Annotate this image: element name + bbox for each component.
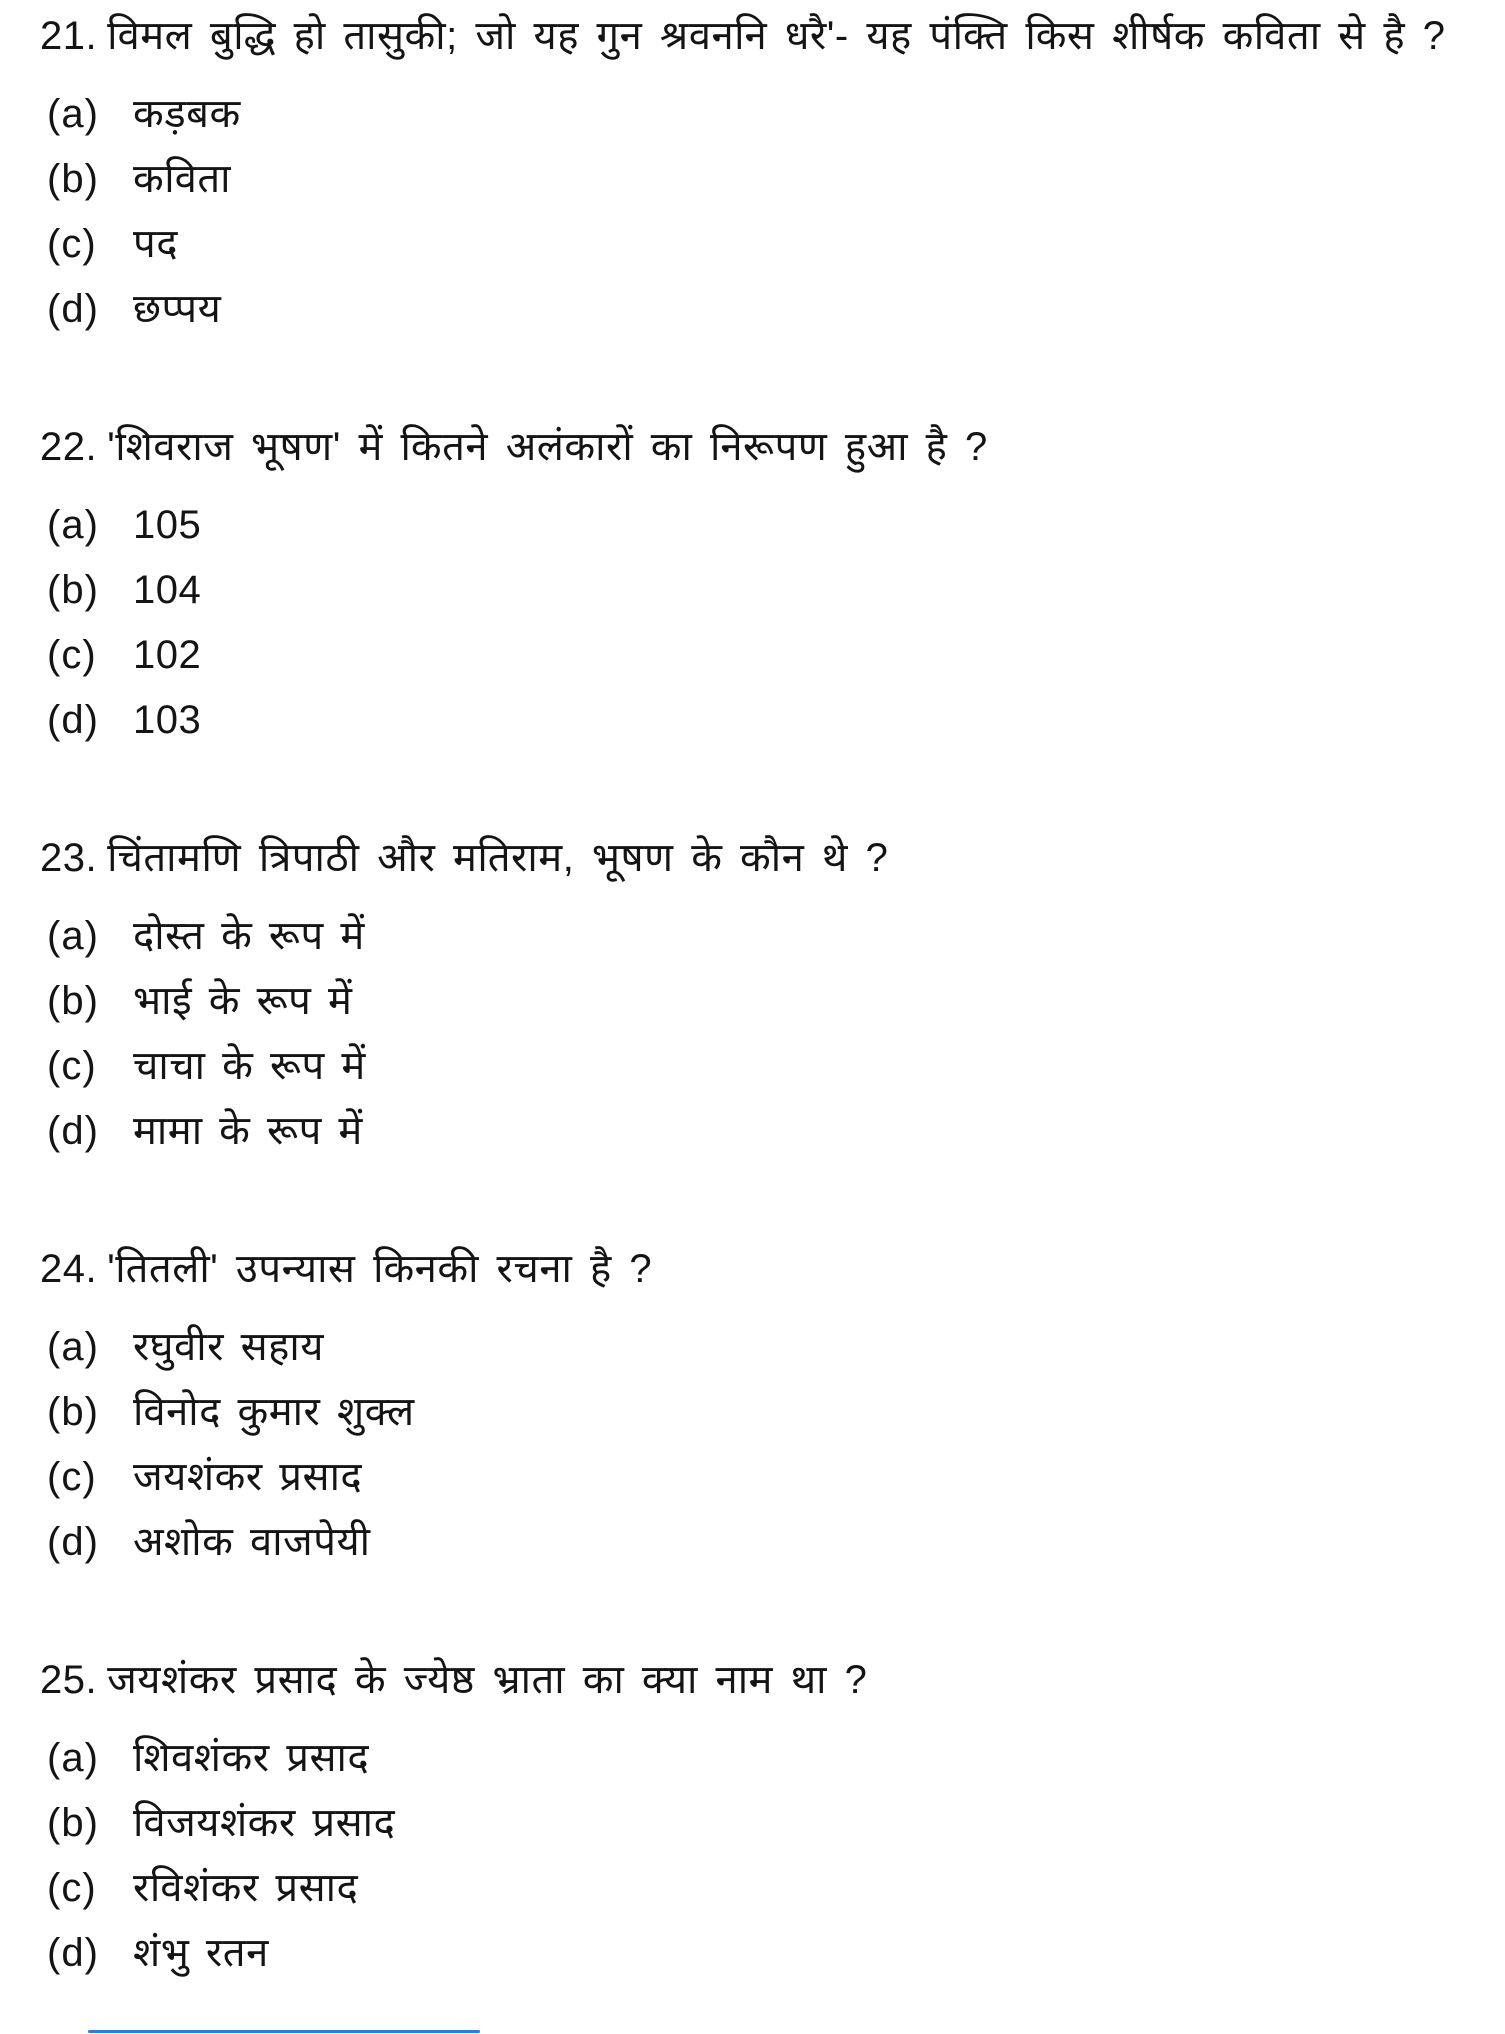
option-text: भाई के रूप में (133, 979, 353, 1023)
option-row (47, 979, 1465, 1023)
option-row (47, 1801, 1465, 1845)
question-number: 21. (40, 14, 98, 58)
question-text: चिंतामणि त्रिपाठी और मतिराम, भूषण के कौन थे ? (107, 836, 889, 880)
options-list (40, 914, 1465, 1153)
question-block (40, 6, 1465, 331)
question-number: 25. (40, 1658, 98, 1702)
option-text: 103 (133, 698, 202, 742)
option-text: कविता (133, 157, 231, 201)
option-row (47, 1044, 1465, 1088)
option-label: (c) (47, 1866, 97, 1910)
option-text: छप्पय (133, 287, 222, 331)
option-row (47, 1520, 1465, 1564)
option-text: शिवशंकर प्रसाद (133, 1736, 370, 1780)
option-text: पद (133, 222, 178, 266)
option-text: शंभु रतन (133, 1931, 269, 1975)
option-label: (d) (47, 287, 99, 331)
option-label: (a) (47, 92, 99, 136)
option-text: चाचा के रूप में (133, 1044, 366, 1088)
option-row (47, 1109, 1465, 1153)
option-row (47, 92, 1465, 136)
option-text: जयशंकर प्रसाद (133, 1455, 363, 1499)
option-text: विजयशंकर प्रसाद (133, 1801, 396, 1845)
option-label: (c) (47, 633, 97, 677)
question-number: 22. (40, 425, 98, 469)
option-row (47, 1736, 1465, 1780)
option-row (47, 157, 1465, 201)
option-label: (d) (47, 1109, 99, 1153)
option-row (47, 1390, 1465, 1434)
option-row (47, 568, 1465, 612)
question-text: 'शिवराज भूषण' में कितने अलंकारों का निरूपण हुआ है ? (107, 425, 988, 469)
option-row (47, 1866, 1465, 1910)
option-text: 105 (133, 503, 202, 547)
question-block (40, 1239, 1465, 1564)
question-block (40, 828, 1465, 1153)
option-label: (a) (47, 914, 99, 958)
question-text: विमल बुद्धि हो तासुकी; जो यह गुन श्रवननि धरै'- यह पंक्ति किस शीर्षक कविता से है ? (107, 14, 1446, 58)
option-text: रघुवीर सहाय (133, 1325, 324, 1369)
option-label: (d) (47, 1931, 99, 1975)
options-list (40, 92, 1465, 331)
option-text: दोस्त के रूप में (133, 914, 365, 958)
question-text: 'तितली' उपन्यास किनकी रचना है ? (107, 1247, 653, 1291)
question-text-line (40, 6, 1465, 66)
option-row (47, 698, 1465, 742)
option-text: मामा के रूप में (133, 1109, 363, 1153)
options-list (40, 1325, 1465, 1564)
questions-list (40, 6, 1465, 1975)
question-text-line (40, 1650, 1465, 1710)
question-text-line (40, 828, 1465, 888)
option-label: (c) (47, 1044, 97, 1088)
option-row (47, 633, 1465, 677)
option-label: (d) (47, 698, 99, 742)
question-block (40, 417, 1465, 742)
option-label: (b) (47, 1390, 99, 1434)
question-text-line (40, 1239, 1465, 1299)
option-label: (c) (47, 1455, 97, 1499)
option-text: रविशंकर प्रसाद (133, 1866, 359, 1910)
question-number: 24. (40, 1247, 98, 1291)
option-label: (c) (47, 222, 97, 266)
option-text: 102 (133, 633, 202, 677)
option-text: 104 (133, 568, 202, 612)
option-row (47, 287, 1465, 331)
option-label: (b) (47, 568, 99, 612)
option-text: अशोक वाजपेयी (133, 1520, 371, 1564)
option-label: (a) (47, 1736, 99, 1780)
option-text: कड़बक (133, 92, 241, 136)
option-text: विनोद कुमार शुक्ल (133, 1390, 415, 1434)
option-row (47, 503, 1465, 547)
option-label: (d) (47, 1520, 99, 1564)
question-text-line (40, 417, 1465, 477)
options-list (40, 1736, 1465, 1975)
option-label: (b) (47, 157, 99, 201)
question-text: जयशंकर प्रसाद के ज्येष्ठ भ्राता का क्या नाम था ? (107, 1658, 868, 1702)
question-number: 23. (40, 836, 98, 880)
option-label: (a) (47, 503, 99, 547)
option-row (47, 1931, 1465, 1975)
option-label: (a) (47, 1325, 99, 1369)
options-list (40, 503, 1465, 742)
option-row (47, 222, 1465, 266)
option-label: (b) (47, 1801, 99, 1845)
option-row (47, 914, 1465, 958)
bottom-blue-line (88, 2030, 480, 2033)
option-row (47, 1455, 1465, 1499)
option-label: (b) (47, 979, 99, 1023)
question-block (40, 1650, 1465, 1975)
option-row (47, 1325, 1465, 1369)
